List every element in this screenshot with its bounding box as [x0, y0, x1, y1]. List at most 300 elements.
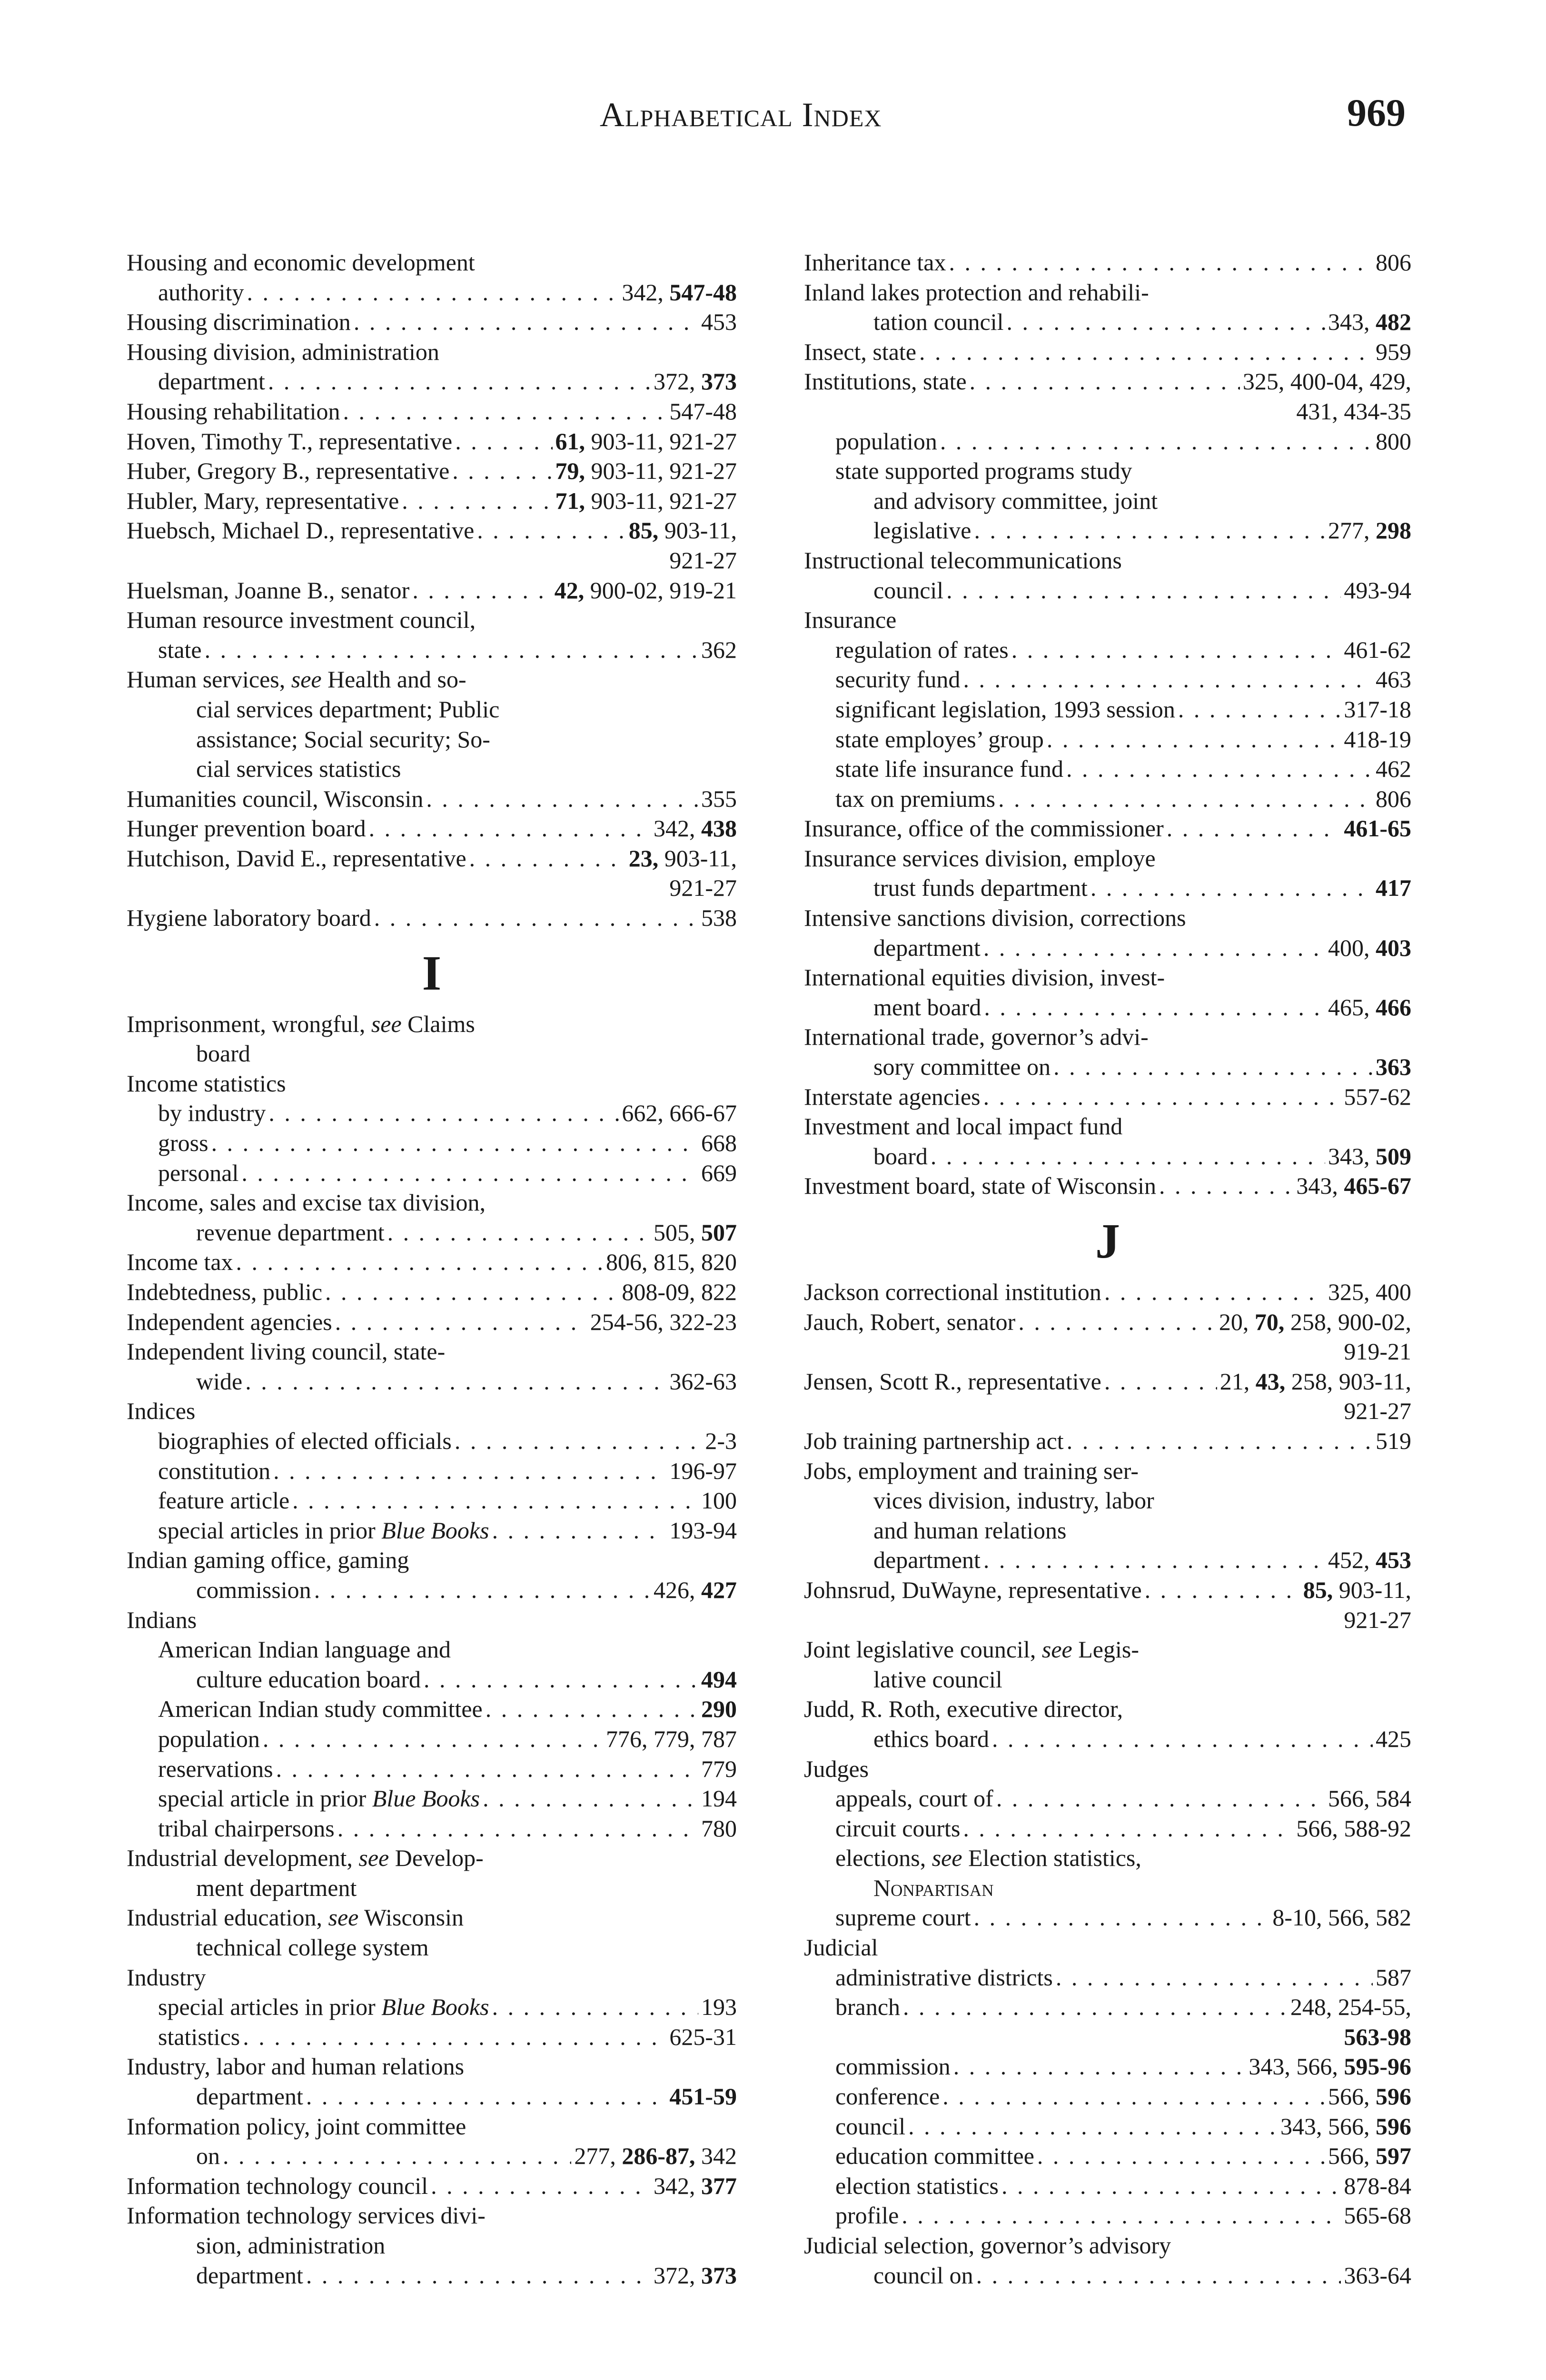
page-references	[1344, 2201, 1411, 2231]
index-entry	[804, 1082, 1411, 1112]
term-text: Human services,	[127, 666, 291, 693]
page-references	[669, 1456, 737, 1486]
term-text: vices division, industry, labor	[873, 1487, 1154, 1514]
dot-leader	[903, 1992, 1288, 2022]
page-ref: 325, 400-04, 429,	[1242, 368, 1411, 395]
dot-leader	[953, 2052, 1246, 2082]
section-letter-heading: J	[1095, 1214, 1120, 1269]
index-entry-line	[804, 1635, 1411, 1665]
page-references	[1220, 1367, 1411, 1397]
page-ref-primary: 596	[1376, 2112, 1411, 2140]
term-text: Nonpartisan	[873, 1874, 994, 1901]
index-column-left	[127, 248, 737, 2290]
term-text: constitution	[158, 1457, 271, 1484]
term-text: Housing division, administration	[127, 338, 439, 365]
entry-term	[835, 2171, 999, 2201]
page-references	[1243, 367, 1411, 397]
term-text: by industry	[158, 1100, 266, 1127]
index-entry	[127, 426, 737, 456]
entry-term	[196, 1367, 242, 1397]
index-entry-line	[804, 1516, 1411, 1546]
page-ref: 921-27	[669, 546, 737, 574]
entry-term	[835, 1814, 960, 1844]
page-ref: 566, 584	[1328, 1785, 1411, 1812]
page-references	[1272, 1903, 1411, 1933]
term-text: wide	[196, 1368, 243, 1395]
page-references	[654, 2261, 737, 2291]
index-entry	[127, 2052, 737, 2111]
page-ref-primary: 403	[1376, 934, 1411, 961]
term-text: tation council	[873, 308, 1004, 336]
index-entry-line	[127, 1277, 737, 1307]
dot-leader	[325, 1277, 619, 1307]
dot-leader	[992, 1724, 1373, 1754]
term-text: Indebtedness, public	[127, 1279, 323, 1305]
dot-leader	[908, 2112, 1278, 2142]
running-head-title: Alphabetical Index	[600, 96, 882, 134]
entry-term	[127, 813, 366, 843]
index-entry	[127, 575, 737, 605]
index-entry-line	[804, 426, 1411, 456]
index-entry-line	[127, 813, 737, 843]
page-ref: 342,	[654, 2172, 701, 2199]
page-ref: 342,	[622, 278, 670, 306]
page-references	[1344, 724, 1411, 754]
term-text: legislative	[873, 517, 971, 544]
entry-term	[158, 1694, 483, 1724]
page-references	[1296, 1814, 1411, 1844]
entry-term	[873, 1141, 928, 1171]
entry-term	[196, 1873, 357, 1903]
index-entry	[804, 1456, 1411, 1575]
dot-leader	[469, 843, 626, 873]
term-text: Claims	[401, 1010, 475, 1037]
index-entry-line	[127, 2141, 737, 2171]
page-ref: 900-02, 919-21	[584, 576, 737, 604]
page-ref: 362	[701, 636, 737, 663]
index-entry-line	[804, 1052, 1411, 1082]
entry-term	[127, 1843, 484, 1873]
entry-term	[158, 1158, 238, 1188]
entry-term	[804, 1307, 1015, 1337]
index-entry-line	[127, 1724, 737, 1754]
term-text: elections,	[835, 1844, 932, 1872]
page-ref: 668	[701, 1130, 737, 1157]
dot-leader	[1167, 813, 1341, 843]
term-text: cial services statistics	[196, 755, 401, 783]
dot-leader	[931, 1141, 1325, 1171]
entry-term	[873, 992, 981, 1022]
index-entry-line	[127, 605, 737, 635]
term-text: Jensen, Scott R., representative	[804, 1368, 1101, 1395]
page-references	[1376, 337, 1411, 367]
index-entry-line	[804, 1605, 1411, 1635]
term-text: Election statistics,	[962, 1844, 1141, 1872]
page-ref-primary: 61,	[555, 427, 585, 455]
entry-term	[835, 664, 960, 694]
index-entry	[804, 635, 1411, 665]
page-references	[629, 516, 737, 545]
index-entry	[804, 1903, 1411, 1933]
entry-term	[127, 784, 423, 814]
page-references	[701, 1158, 737, 1188]
index-entry-line	[127, 307, 737, 337]
page-ref: 426,	[654, 1576, 701, 1603]
term-text: Housing and economic development	[127, 249, 475, 276]
index-entry	[127, 664, 737, 783]
index-entry-line	[804, 1903, 1411, 1933]
entry-term	[196, 2082, 303, 2112]
dot-leader	[236, 1247, 603, 1277]
page-references	[1376, 754, 1411, 784]
entry-term	[127, 1069, 286, 1099]
term-text: department	[873, 934, 981, 961]
entry-term	[835, 426, 937, 456]
index-entry	[804, 2052, 1411, 2082]
page-ref: 194	[701, 1785, 737, 1812]
page-ref: 779	[701, 1755, 737, 1782]
page-ref-primary: 547-48	[669, 278, 737, 306]
index-entry-line	[804, 1367, 1411, 1397]
index-entry-line	[127, 843, 737, 873]
page-ref-primary: 373	[701, 368, 737, 395]
index-entry-line	[804, 1694, 1411, 1724]
page-ref: 780	[701, 1815, 737, 1842]
page-ref-primary: 298	[1376, 517, 1411, 544]
page-ref: 800	[1376, 427, 1411, 455]
index-entry-line	[804, 724, 1411, 754]
entry-term	[873, 486, 1158, 516]
entry-term	[127, 1605, 197, 1635]
term-text: Inland lakes protection and rehabili-	[804, 278, 1149, 306]
dot-leader	[963, 1814, 1293, 1844]
term-text: Investment board, state of Wisconsin	[804, 1172, 1156, 1200]
term-text: circuit courts	[835, 1815, 961, 1842]
index-entry	[127, 1724, 737, 1754]
index-entry-line	[127, 2052, 737, 2082]
entry-term	[127, 843, 466, 873]
index-entry-line	[804, 1843, 1411, 1873]
entry-term	[873, 933, 981, 963]
page-references	[701, 1754, 737, 1784]
page-ref: 921-27	[1344, 1398, 1411, 1425]
entry-term	[835, 784, 995, 814]
index-entry-line	[127, 1516, 737, 1546]
entry-term	[158, 367, 265, 397]
page-ref: 547-48	[669, 397, 737, 425]
index-entry	[804, 962, 1411, 1022]
term-text: Develop-	[389, 1844, 484, 1872]
term-text: population	[158, 1725, 260, 1752]
index-entry-line	[804, 1082, 1411, 1112]
index-entry	[804, 1367, 1411, 1426]
page-references	[1376, 1052, 1411, 1082]
index-entry-line	[127, 1307, 737, 1337]
index-entry	[127, 1694, 737, 1724]
index-entry-line	[127, 2171, 737, 2201]
term-text: American Indian language and	[158, 1636, 451, 1663]
term-text: Hutchison, David E., representative	[127, 844, 466, 872]
entry-term	[127, 2112, 466, 2142]
page-references	[669, 2082, 737, 2112]
dot-leader	[374, 903, 698, 933]
dot-leader	[455, 1426, 702, 1456]
term-text: board	[196, 1040, 250, 1067]
index-entry	[804, 1111, 1411, 1171]
index-entry-line	[127, 2231, 737, 2261]
page-ref-primary: 286-87,	[622, 2142, 695, 2170]
index-entry	[127, 1188, 737, 1247]
index-entry-line	[127, 1575, 737, 1605]
page-references	[1303, 1575, 1411, 1605]
term-text: Blue Books	[381, 1517, 489, 1544]
entry-term	[127, 605, 476, 635]
page-references	[1296, 397, 1411, 426]
index-entry-line	[127, 635, 737, 665]
index-entry-line	[804, 873, 1411, 903]
dot-leader	[1178, 694, 1341, 724]
index-entry	[127, 248, 737, 307]
page-ref: 493-94	[1344, 576, 1411, 604]
term-text: Huebsch, Michael D., representative	[127, 517, 475, 544]
index-entry	[804, 2141, 1411, 2171]
page-ref-primary: 290	[701, 1696, 737, 1723]
term-text: Jauch, Robert, senator	[804, 1308, 1016, 1335]
page-references	[1344, 813, 1411, 843]
term-text: statistics	[158, 2023, 240, 2050]
index-entry-line	[804, 1992, 1411, 2022]
page-ref: 248, 254-55,	[1290, 1993, 1411, 2021]
page-ref: 425	[1376, 1725, 1411, 1752]
index-entry	[804, 1992, 1411, 2052]
entry-term	[127, 1009, 475, 1039]
page-ref: 903-11, 921-27	[585, 427, 737, 455]
page-references	[1328, 307, 1411, 337]
entry-term	[158, 635, 202, 665]
index-entry	[127, 2022, 737, 2052]
index-entry	[127, 1396, 737, 1426]
index-entry-line	[127, 1784, 737, 1814]
term-text: Income tax	[127, 1249, 233, 1276]
page-ref: 343, 566,	[1280, 2112, 1376, 2140]
entry-term	[835, 724, 1044, 754]
entry-term	[127, 1903, 464, 1933]
index-entry-line	[804, 1814, 1411, 1844]
index-entry-line	[127, 1963, 737, 1993]
entry-term	[835, 1784, 993, 1814]
entry-term	[804, 1022, 1149, 1052]
page-ref: 342,	[654, 815, 701, 842]
term-text: gross	[158, 1130, 208, 1157]
index-entry	[127, 1158, 737, 1188]
page-references	[654, 367, 737, 397]
page-ref-primary: 494	[701, 1666, 737, 1693]
page-references	[669, 397, 737, 426]
dot-leader	[477, 516, 625, 545]
index-entry-line	[127, 1158, 737, 1188]
index-entry	[127, 1992, 737, 2022]
index-entry	[804, 367, 1411, 426]
entry-term	[127, 2052, 464, 2082]
page-references	[1290, 1992, 1411, 2022]
page-references	[1344, 575, 1411, 605]
page-ref: 196-97	[669, 1457, 737, 1484]
page-references	[1296, 1171, 1411, 1201]
dot-leader	[412, 575, 551, 605]
page-references	[1328, 1277, 1411, 1307]
page-ref: 343,	[1296, 1172, 1344, 1200]
index-entry-line	[804, 2112, 1411, 2142]
dot-leader	[452, 456, 552, 486]
index-entry	[804, 278, 1411, 337]
dot-leader	[314, 1575, 651, 1605]
page-references	[1328, 992, 1411, 1022]
dot-leader	[902, 2201, 1341, 2231]
term-text: Industrial development,	[127, 1844, 359, 1872]
page-ref-primary: 417	[1376, 874, 1411, 902]
page-references	[701, 784, 737, 814]
entry-term	[804, 1367, 1101, 1397]
index-entry-line	[804, 516, 1411, 545]
term-text: Insect, state	[804, 338, 917, 365]
page-references	[1328, 2141, 1411, 2171]
page-ref-primary: 465-67	[1344, 1172, 1411, 1200]
term-text: see	[358, 1844, 389, 1872]
index-entry-line	[804, 2171, 1411, 2201]
entry-term	[196, 2141, 220, 2171]
page-references	[606, 1724, 737, 1754]
index-entry-line	[127, 1694, 737, 1724]
index-entry-line	[804, 1933, 1411, 1963]
index-entry	[127, 1426, 737, 1456]
entry-term	[804, 1111, 1122, 1141]
index-entry-line	[804, 1724, 1411, 1754]
page-ref: 258, 903-11,	[1285, 1368, 1411, 1395]
page-ref: 363-64	[1344, 2261, 1411, 2289]
entry-term	[127, 456, 449, 486]
page-ref: 277,	[1328, 517, 1376, 544]
index-entry-line	[804, 635, 1411, 665]
page-ref: 463	[1376, 666, 1411, 693]
index-entry-line	[804, 2052, 1411, 2082]
index-entry-line	[804, 337, 1411, 367]
term-text: Insurance, office of the commissioner	[804, 815, 1164, 842]
page-ref: 587	[1376, 1964, 1411, 1991]
term-text: Judd, R. Roth, executive director,	[804, 1696, 1123, 1723]
term-text: council	[835, 2112, 906, 2140]
index-entry-line	[127, 1754, 737, 1784]
index-entry	[804, 1277, 1411, 1307]
page-ref: 903-11,	[658, 517, 737, 544]
page-references	[701, 307, 737, 337]
term-text: department	[196, 2083, 303, 2110]
index-entry	[127, 1605, 737, 1635]
entry-term	[127, 516, 474, 545]
page-references	[701, 903, 737, 933]
term-text: education committee	[835, 2142, 1034, 2170]
page-ref: 317-18	[1344, 695, 1411, 723]
dot-leader	[211, 1128, 698, 1158]
term-text: special articles in prior	[158, 1517, 382, 1544]
index-entry	[127, 1069, 737, 1099]
page-ref: 557-62	[1344, 1083, 1411, 1110]
term-text: state employes’ group	[835, 725, 1044, 753]
page-references	[669, 873, 737, 903]
dot-leader	[919, 337, 1373, 367]
index-entry-line	[127, 1992, 737, 2022]
page-ref: 372,	[654, 368, 701, 395]
index-entry-line	[127, 1247, 737, 1277]
index-entry-line	[127, 1218, 737, 1248]
page-ref: 903-11, 921-27	[585, 457, 737, 485]
term-text: security fund	[835, 666, 961, 693]
index-entry	[127, 1337, 737, 1396]
term-text: Independent living council, state-	[127, 1338, 446, 1365]
page-references	[1376, 426, 1411, 456]
page-ref: 462	[1376, 755, 1411, 783]
index-entry	[804, 664, 1411, 694]
index-entry-line	[804, 903, 1411, 933]
dot-leader	[276, 1754, 698, 1784]
entry-term	[158, 1456, 270, 1486]
entry-term	[127, 426, 452, 456]
index-entry	[804, 1843, 1411, 1903]
entry-term	[127, 307, 351, 337]
page-references	[606, 1247, 737, 1277]
page-ref-primary: 42,	[554, 576, 585, 604]
index-entry	[127, 843, 737, 903]
term-text: Jobs, employment and training ser-	[804, 1457, 1139, 1484]
index-entry	[804, 337, 1411, 367]
index-entry-line	[127, 2261, 737, 2291]
term-text: Wisconsin	[358, 1904, 464, 1931]
entry-term	[835, 2082, 940, 2112]
term-text: Jackson correctional institution	[804, 1279, 1101, 1305]
term-text: on	[196, 2142, 220, 2170]
entry-term	[873, 1873, 993, 1903]
dot-leader	[1104, 1367, 1217, 1397]
term-text: Health and so-	[321, 666, 466, 693]
index-entry-line	[127, 1128, 737, 1158]
index-entry-line	[127, 1367, 737, 1397]
page-ref: 566,	[1328, 2142, 1376, 2170]
term-text: see	[1041, 1636, 1072, 1663]
entry-term	[127, 903, 371, 933]
term-text: Huber, Gregory B., representative	[127, 457, 450, 485]
term-text: department	[158, 368, 265, 395]
dot-leader	[273, 1456, 666, 1486]
index-entry-line	[127, 367, 737, 397]
dot-leader	[984, 992, 1325, 1022]
term-text: Huelsman, Joanne B., senator	[127, 576, 410, 604]
page-references	[701, 1128, 737, 1158]
index-entry-line	[127, 1486, 737, 1516]
page-ref-primary: 453	[1376, 1547, 1411, 1574]
dot-leader	[337, 1814, 698, 1844]
entry-term	[804, 248, 946, 278]
dot-leader	[1018, 1307, 1216, 1337]
page-references	[1344, 1337, 1411, 1367]
term-text: regulation of rates	[835, 636, 1009, 663]
term-text: Johnsrud, DuWayne, representative	[804, 1576, 1142, 1603]
entry-term	[804, 1277, 1101, 1307]
index-entry-line	[127, 337, 737, 367]
page-references	[1376, 1963, 1411, 1993]
index-entry	[127, 1754, 737, 1784]
section-letter-heading: I	[422, 945, 442, 1001]
dot-leader	[942, 2082, 1325, 2112]
index-entry	[127, 307, 737, 337]
